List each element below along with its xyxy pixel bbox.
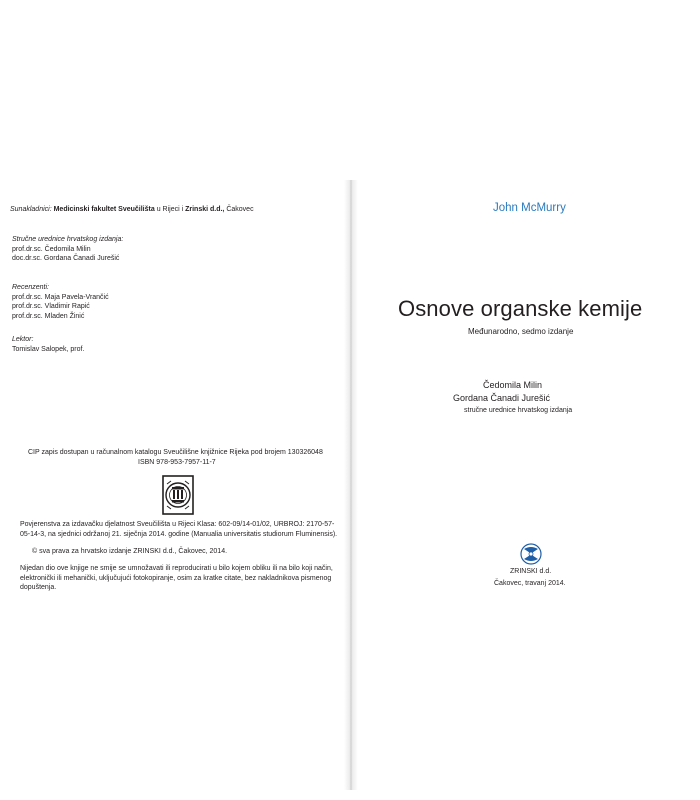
reviewer-item: prof.dr.sc. Mladen Žinić [12, 312, 85, 320]
author-name: John McMurry [493, 202, 566, 214]
editors-label: Stručne urednice hrvatskog izdanja: [12, 236, 124, 243]
university-seal-icon [162, 475, 194, 515]
lector-block [12, 335, 84, 354]
rights-notice: Nijedan dio ove knjige ne smije se umnožavati ili reproducirati u bilo kojem obliku ili na bilo koji način, elektronički ili mehanički, uključujući fotokopiranje, osim za kratke citate, bez nakladnikova pismenog dopuštenja. [20, 565, 333, 592]
edition-subtitle: Međunarodno, sedmo izdanje [468, 327, 574, 336]
copublisher-connector: u Rijeci i [154, 206, 186, 213]
publisher-logo-icon [520, 543, 542, 565]
cip-block [28, 448, 348, 467]
editor-item: prof.dr.sc. Čedomila Milin [12, 245, 91, 253]
lector-label: Lektor: [12, 336, 34, 343]
copublisher-city: Čakovec [224, 206, 254, 213]
approval-text: Povjerenstva za izdavačku djelatnost Sveučilišta u Rijeci Klasa: 602-09/14-01/02, URBROJ: 2170-57-05-14-3, na sjednici održanoj 21. siječnja 2014. godine (Manualia universitatis studiorum Fluminensis). [20, 521, 338, 538]
copublisher-1: Medicinski fakultet Sveučilišta [53, 206, 155, 213]
publication-place-date: Čakovec, travanj 2014. [494, 580, 566, 587]
cip-text: CIP zapis dostupan u računalnom katalogu Sveučilišne knjižnice Rijeka pod brojem 130326048 [28, 449, 323, 456]
croatian-editor-1: Čedomila Milin [483, 380, 543, 390]
isbn: ISBN 978-953-7957-11-7 [138, 458, 216, 466]
publisher-name: ZRINSKI d.d. [510, 568, 552, 575]
book-spine-shadow [344, 180, 358, 790]
croatian-editor-2: Gordana Čanadi Jurešić [453, 393, 551, 403]
editors-role: stručne urednice hrvatskog izdanja [464, 407, 573, 414]
copublishers-label: Sunakladnici: [10, 206, 52, 213]
editors-block [12, 235, 123, 264]
reviewer-item: prof.dr.sc. Vladimir Rapić [12, 303, 90, 311]
copublishers-line [10, 205, 254, 215]
reviewers-label: Recenzenti: [12, 284, 49, 291]
reviewers-block [12, 283, 109, 321]
editor-item: doc.dr.sc. Gordana Čanadi Jurešić [12, 255, 120, 263]
lector-name: Tomislav Salopek, prof. [12, 345, 85, 353]
copyright-notice: © sva prava za hrvatsko izdanje ZRINSKI d.d., Čakovec, 2014. [32, 548, 228, 555]
copublisher-2: Zrinski d.d., [185, 206, 225, 213]
reviewer-item: prof.dr.sc. Maja Pavela-Vrančić [12, 293, 109, 301]
book-title: Osnove organske kemije [398, 296, 643, 321]
